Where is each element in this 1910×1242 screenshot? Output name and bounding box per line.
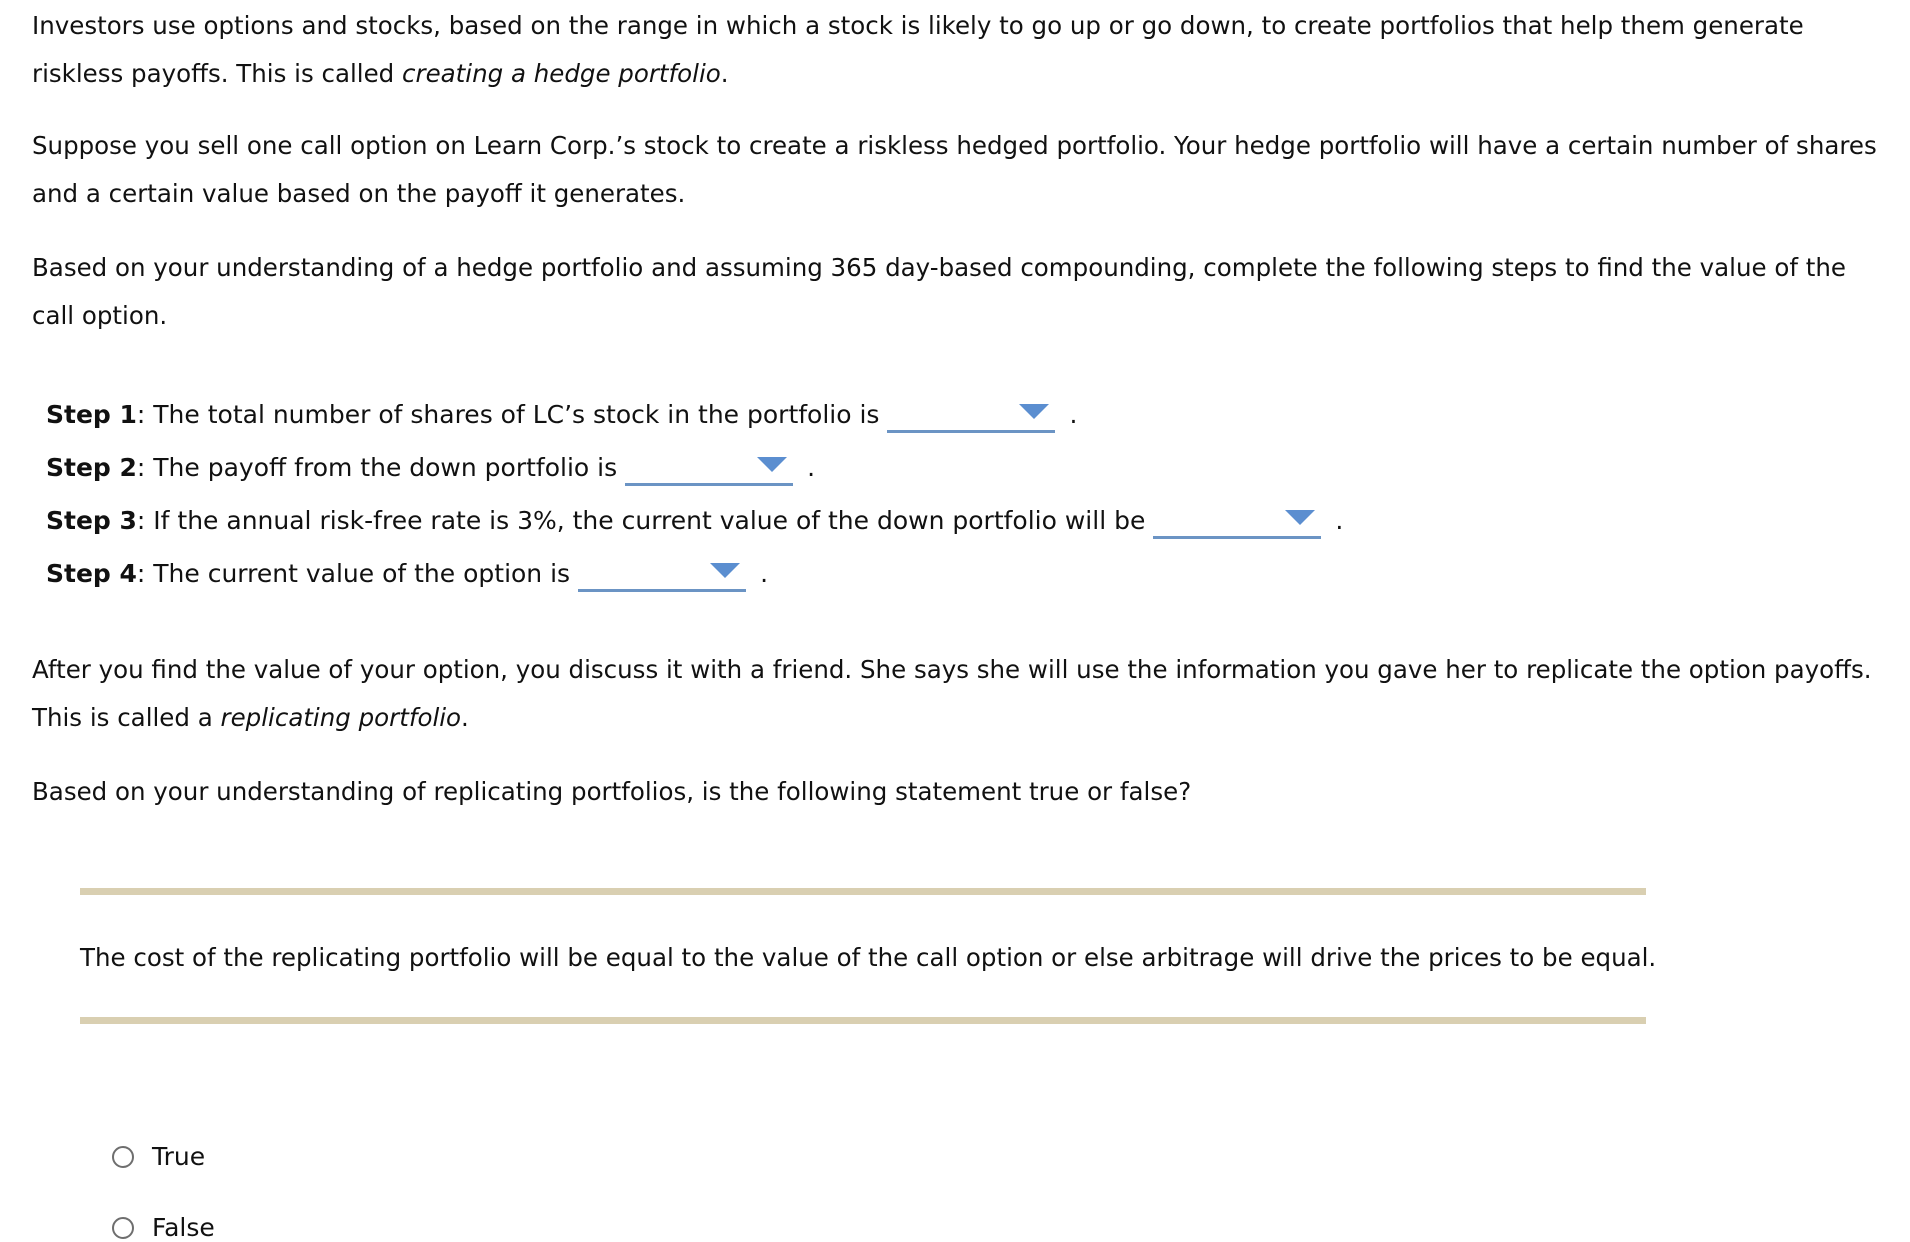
step-2-end: . — [807, 453, 816, 482]
radio-true[interactable] — [112, 1146, 134, 1168]
chevron-down-icon — [1285, 510, 1315, 525]
step-4-label: Step 4 — [46, 559, 137, 588]
followup-paragraph-1 — [32, 646, 1892, 742]
option-false-label: False — [152, 1213, 215, 1242]
followup-paragraph-1-text: After you find the value of your option, you discuss it with a friend. She says she will use the information you gave her to replicate the option payoffs. This is called a — [32, 655, 1872, 732]
chevron-down-icon — [1019, 404, 1049, 419]
followup-paragraph-1-end: . — [461, 703, 469, 732]
step-4-text: : The current value of the option is — [136, 559, 571, 588]
radio-false[interactable] — [112, 1217, 134, 1239]
step-1-text: : The total number of shares of LC’s stock in the portfolio is — [136, 400, 880, 429]
statement-text: The cost of the replicating portfolio will be equal to the value of the call option or else arbitrage will drive the prices to be equal. — [80, 943, 1657, 972]
step-3-label: Step 3 — [46, 506, 137, 535]
option-true[interactable] — [112, 1142, 205, 1171]
step-2-dropdown[interactable] — [625, 449, 793, 486]
intro-paragraph-1-end: . — [720, 59, 729, 88]
replicating-portfolio-term: replicating portfolio — [220, 703, 462, 732]
step-4 — [46, 555, 768, 592]
intro-paragraph-3: Based on your understanding of a hedge portfolio and assuming 365 day-based compounding, complete the following steps to find the value of the call option. — [32, 253, 1846, 330]
step-1 — [46, 396, 1077, 433]
step-4-end: . — [760, 559, 769, 588]
statement-top-divider — [80, 888, 1646, 895]
step-3-end: . — [1335, 506, 1344, 535]
intro-paragraph-1 — [32, 2, 1892, 98]
step-3-dropdown[interactable] — [1153, 502, 1321, 539]
option-false[interactable] — [112, 1213, 215, 1242]
step-1-dropdown[interactable] — [887, 396, 1055, 433]
followup-paragraph-2: Based on your understanding of replicating portfolios, is the following statement true or false? — [32, 777, 1192, 806]
step-2-text: : The payoff from the down portfolio is — [136, 453, 618, 482]
statement-bottom-divider — [80, 1017, 1646, 1024]
intro-paragraph-1-text: Investors use options and stocks, based on the range in which a stock is likely to go up or go down, to create portfolios that help them generate riskless payoffs. This is called — [32, 11, 1804, 88]
step-2 — [46, 449, 815, 486]
chevron-down-icon — [710, 563, 740, 578]
hedge-portfolio-term: creating a hedge portfolio — [402, 59, 721, 88]
chevron-down-icon — [757, 457, 787, 472]
step-3-text: : If the annual risk-free rate is 3%, the current value of the down portfolio will be — [136, 506, 1146, 535]
step-4-dropdown[interactable] — [578, 555, 746, 592]
step-2-label: Step 2 — [46, 453, 137, 482]
step-1-end: . — [1069, 400, 1078, 429]
intro-paragraph-2: Suppose you sell one call option on Learn Corp.’s stock to create a riskless hedged portfolio. Your hedge portfolio will have a certain number of shares and a certain value based on the payoff it generates. — [32, 131, 1877, 208]
step-1-label: Step 1 — [46, 400, 137, 429]
step-3 — [46, 502, 1343, 539]
option-true-label: True — [152, 1142, 206, 1171]
